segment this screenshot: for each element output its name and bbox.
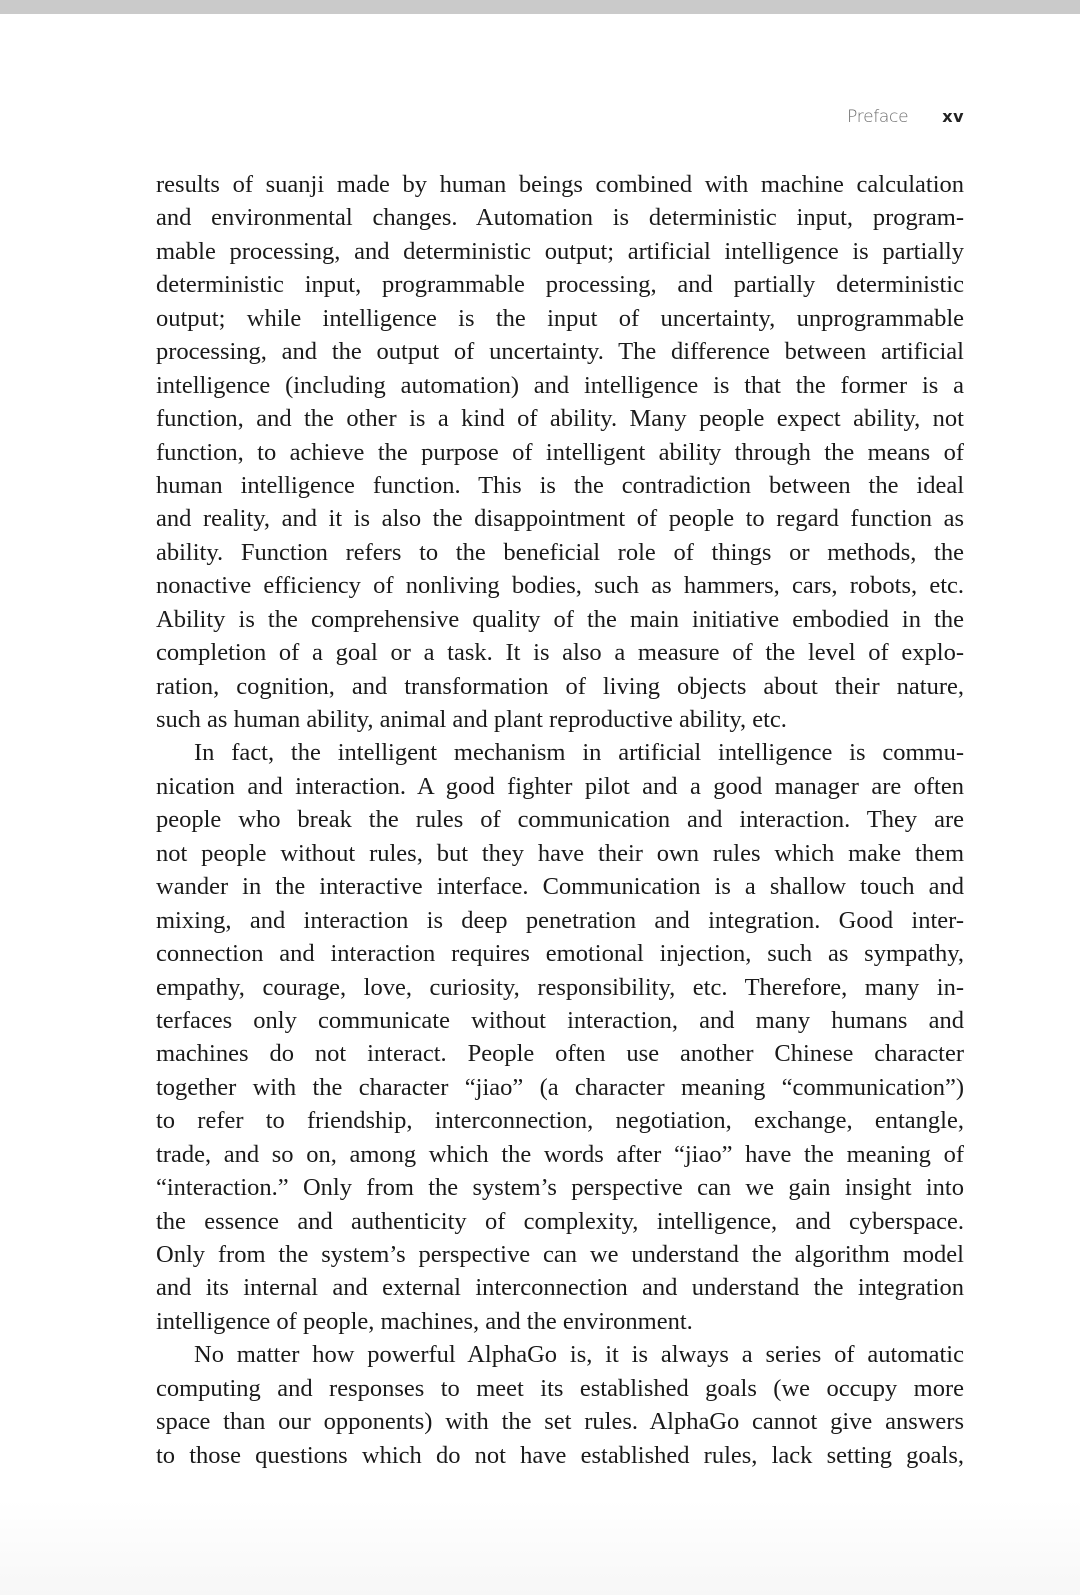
text-line: ration, cognition, and transformation of living objects about their nature, [156,672,964,700]
text-line: No matter how powerful AlphaGo is, it is always a series of automatic [194,1341,964,1369]
text-line: together with the character “jiao” (a character meaning “communication”) [156,1073,964,1101]
text-line: mixing, and interaction is deep penetration and integration. Good inter- [156,906,964,934]
text-line: nonactive efficiency of nonliving bodies, such as hammers, cars, robots, etc. [156,572,964,600]
paragraph-1 [156,168,964,736]
text-line: to those questions which do not have established rules, lack setting goals, [156,1441,964,1469]
text-line: to refer to friendship, interconnection, negotiation, exchange, entangle, [156,1107,964,1135]
text-line: intelligence (including automation) and intelligence is that the former is a [156,371,964,399]
text-line: results of suanji made by human beings combined with machine calculation [156,171,964,198]
text-line: not people without rules, but they have their own rules which make them [156,839,964,867]
paragraph-2 [156,736,964,1338]
paragraph-3 [156,1338,964,1472]
text-line: empathy, courage, love, curiosity, responsibility, etc. Therefore, many in- [156,973,964,1001]
text-line: intelligence of people, machines, and the environment. [156,1307,693,1335]
text-line: trade, and so on, among which the words after “jiao” have the meaning of [156,1140,964,1168]
viewer-top-bar [0,0,1080,14]
text-line: mable processing, and deterministic output; artificial intelligence is partially [156,237,964,265]
text-line: and environmental changes. Automation is deterministic input, program- [156,204,964,232]
text-line: people who break the rules of communication and interaction. They are [156,806,964,834]
text-line: and reality, and it is also the disappointment of people to regard function as [156,505,964,533]
text-line: Only from the system’s perspective can we understand the algorithm model [156,1241,964,1268]
running-head-section: Preface [847,107,909,127]
text-line: Ability is the comprehensive quality of the main initiative embodied in the [156,605,964,633]
page-number: xv [942,107,964,126]
text-line: function, and the other is a kind of ability. Many people expect ability, not [156,405,964,433]
text-line: human intelligence function. This is the contradiction between the ideal [156,471,964,499]
text-line: completion of a goal or a task. It is also a measure of the level of explo- [156,639,964,667]
text-line: and its internal and external interconnection and understand the integration [156,1274,964,1302]
text-line: processing, and the output of uncertainty. The difference between artificial [156,338,964,366]
text-line: function, to achieve the purpose of intelligent ability through the means of [156,438,964,466]
body-text [156,168,964,1472]
text-line: nication and interaction. A good fighter pilot and a good manager are often [156,772,964,800]
text-line: such as human ability, animal and plant reproductive ability, etc. [156,706,787,733]
text-line: connection and interaction requires emotional injection, such as sympathy, [156,940,964,968]
running-head [847,107,964,127]
text-line: computing and responses to meet its established goals (we occupy more [156,1374,964,1402]
text-line: space than our opponents) with the set rules. AlphaGo cannot give answers [156,1408,964,1436]
text-line: In fact, the intelligent mechanism in artificial intelligence is commu- [194,739,964,767]
text-line: wander in the interactive interface. Communication is a shallow touch and [156,873,964,901]
text-line: machines do not interact. People often use another Chinese character [156,1040,964,1068]
text-line: “interaction.” Only from the system’s perspective can we gain insight into [156,1174,964,1202]
text-line: ability. Function refers to the beneficial role of things or methods, the [156,538,964,566]
text-line: the essence and authenticity of complexity, intelligence, and cyberspace. [156,1207,964,1235]
text-line: output; while intelligence is the input of uncertainty, unprogrammable [156,304,964,332]
text-line: terfaces only communicate without interaction, and many humans and [156,1006,964,1034]
text-line: deterministic input, programmable processing, and partially deterministic [156,271,964,299]
